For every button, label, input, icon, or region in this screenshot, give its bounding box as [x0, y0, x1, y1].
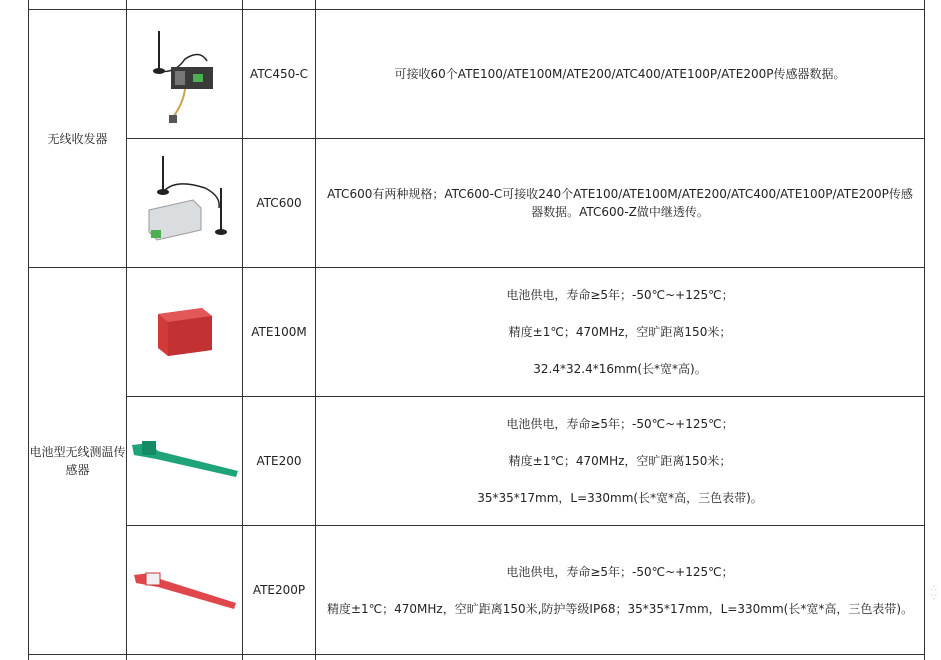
- description-text: 可接收60个ATE100/ATE100M/ATE200/ATC400/ATE100P/ATE200P传感器数据。: [394, 67, 846, 81]
- model-cell: [243, 397, 316, 526]
- product-table: [28, 9, 925, 655]
- model-name: ATE200: [256, 454, 302, 468]
- model-cell: [243, 268, 316, 397]
- edge-watermark-fragment: ∴ ∵: [931, 584, 937, 603]
- table-row: [29, 10, 925, 139]
- description-cell: [316, 526, 925, 655]
- description-line: 电池供电，寿命≥5年；-50℃~+125℃；: [506, 417, 734, 431]
- group-cell: [29, 268, 127, 655]
- model-cell: [243, 139, 316, 268]
- ate200p-strap-image: [130, 565, 240, 615]
- model-name: ATE200P: [252, 583, 306, 597]
- description-line: 32.4*32.4*16mm(长*宽*高)。: [533, 362, 707, 376]
- description-text: ATC600有两种规格；ATC600-C可接收240个ATE100/ATE100M/ATE200/ATC400/ATE100P/ATE200P传感器数据。ATC600-Z做中继透传。: [327, 187, 913, 219]
- product-image-cell: [127, 397, 243, 526]
- product-image-cell: [127, 526, 243, 655]
- model-cell: [243, 526, 316, 655]
- atc450-device-image: [145, 19, 225, 129]
- description-cell: [316, 139, 925, 268]
- table-top-continuation: [28, 0, 927, 9]
- model-name: ATC600: [256, 196, 302, 210]
- description-cell: [316, 268, 925, 397]
- product-image-cell: [127, 268, 243, 397]
- group-label: 无线收发器: [47, 131, 108, 146]
- description-line: 精度±1℃；470MHz，空旷距离150米,防护等级IP68；35*35*17mm，L=330mm(长*宽*高，三色表带)。: [326, 601, 914, 616]
- description-line: 电池供电，寿命≥5年；-50℃~+125℃；: [506, 288, 734, 302]
- table-bottom-continuation: [28, 653, 927, 660]
- table-row: [29, 268, 925, 397]
- description-line: 电池供电，寿命≥5年；-50℃~+125℃；: [506, 564, 734, 579]
- description-line: 精度±1℃；470MHz，空旷距离150米；: [508, 454, 732, 468]
- description-line: 精度±1℃；470MHz，空旷距离150米；: [508, 325, 732, 339]
- table-row: [29, 397, 925, 526]
- product-image-cell: [127, 139, 243, 268]
- group-label: 电池型无线测温传感器: [29, 445, 126, 477]
- ate100m-device-image: [150, 302, 220, 362]
- group-cell: [29, 10, 127, 268]
- table-row: [29, 139, 925, 268]
- table-row: [29, 526, 925, 655]
- model-cell: [243, 10, 316, 139]
- description-cell: [316, 10, 925, 139]
- model-name: ATC450-C: [250, 67, 308, 81]
- atc600-device-image: [135, 148, 235, 258]
- model-name: ATE100M: [251, 325, 307, 339]
- description-cell: [316, 397, 925, 526]
- product-image-cell: [127, 10, 243, 139]
- ate200-strap-image: [128, 431, 242, 491]
- description-line: 35*35*17mm，L=330mm(长*宽*高，三色表带)。: [477, 491, 763, 505]
